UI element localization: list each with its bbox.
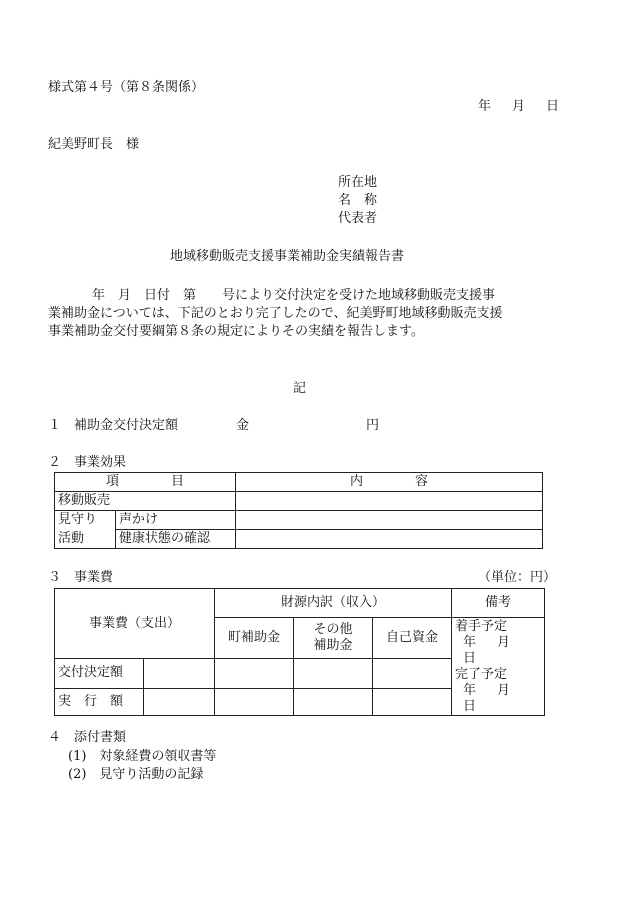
effects-row-mobile-sales: 移動販売 (55, 492, 236, 511)
effects-row-watch-2: 活動 (55, 530, 116, 549)
section2-heading: ２ 事業効果 (48, 455, 127, 470)
cost-col-expense: 事業費（支出） (55, 589, 215, 659)
section1-en: 円 (366, 418, 380, 433)
section4-heading: ４ 添付書類 (48, 730, 127, 745)
document-title: 地域移動販売支援事業補助金実績報告書 (170, 249, 405, 264)
cost-row-decided: 交付決定額 (55, 659, 144, 689)
effects-col-content: 内 容 (236, 473, 543, 492)
note-end-label: 完了予定 (455, 667, 508, 682)
form-number: 様式第４号（第８条関係） (48, 80, 205, 95)
cost-cell (144, 659, 215, 689)
applicant-representative-label: 代表者 (338, 211, 378, 226)
body-paragraph (48, 287, 552, 341)
note-end-date: 年 月 日 (463, 683, 532, 714)
cost-row-actual: 実 行 額 (55, 688, 144, 715)
cost-sub-own-funds: 自己資金 (373, 618, 452, 659)
cost-col-funding: 財源内訳（収入） (215, 589, 452, 618)
cost-sub-other-2: 補助金 (313, 638, 353, 654)
section3-unit: （単位：円） (478, 570, 557, 585)
cost-cell (373, 659, 452, 689)
addressee: 紀美野町長 様 (48, 137, 140, 152)
section3-heading: ３ 事業費 (48, 570, 114, 585)
body-line: 事業補助金交付要綱第８条の規定によりその実績を報告します。 (48, 324, 424, 339)
effects-cell (236, 511, 543, 530)
cost-sub-other-1: その他 (313, 622, 353, 638)
cost-cell (215, 688, 294, 715)
cost-cell (144, 688, 215, 715)
cost-cell (294, 659, 373, 689)
effects-row-greeting: 声かけ (116, 511, 236, 530)
attachment-item: (1) 対象経費の領収書等 (68, 749, 217, 764)
note-start-date: 年 月 日 (463, 635, 532, 666)
ki-heading: 記 (293, 381, 307, 396)
body-line: 年 月 日付 第 号により交付決定を受けた地域移動販売支援事 (92, 288, 496, 303)
effects-table (54, 472, 543, 549)
effects-cell (236, 492, 543, 511)
applicant-address-label: 所在地 (338, 175, 378, 190)
effects-col-item: 項 目 (55, 473, 236, 492)
section1-heading: １ 補助金交付決定額 (48, 418, 179, 433)
cost-cell (294, 688, 373, 715)
section1-kin: 金 (236, 418, 250, 433)
applicant-name-label: 名 称 (338, 193, 378, 208)
body-line: 業補助金については、下記のとおり完了したので、紀美野町地域移動販売支援 (48, 306, 503, 321)
cost-sub-other-subsidy (294, 618, 373, 659)
note-start-label: 着手予定 (455, 619, 508, 634)
cost-table (54, 588, 545, 716)
cost-cell (215, 659, 294, 689)
effects-row-health-check: 健康状態の確認 (116, 530, 236, 549)
cost-sub-town-subsidy: 町補助金 (215, 618, 294, 659)
date-line: 年 月 日 (478, 99, 564, 114)
cost-col-note: 備考 (452, 589, 545, 618)
cost-cell (373, 688, 452, 715)
effects-cell (236, 530, 543, 549)
attachment-item: (2) 見守り活動の記録 (68, 767, 204, 782)
cost-note-cell (452, 618, 545, 716)
effects-row-watch-1: 見守り (55, 511, 116, 530)
